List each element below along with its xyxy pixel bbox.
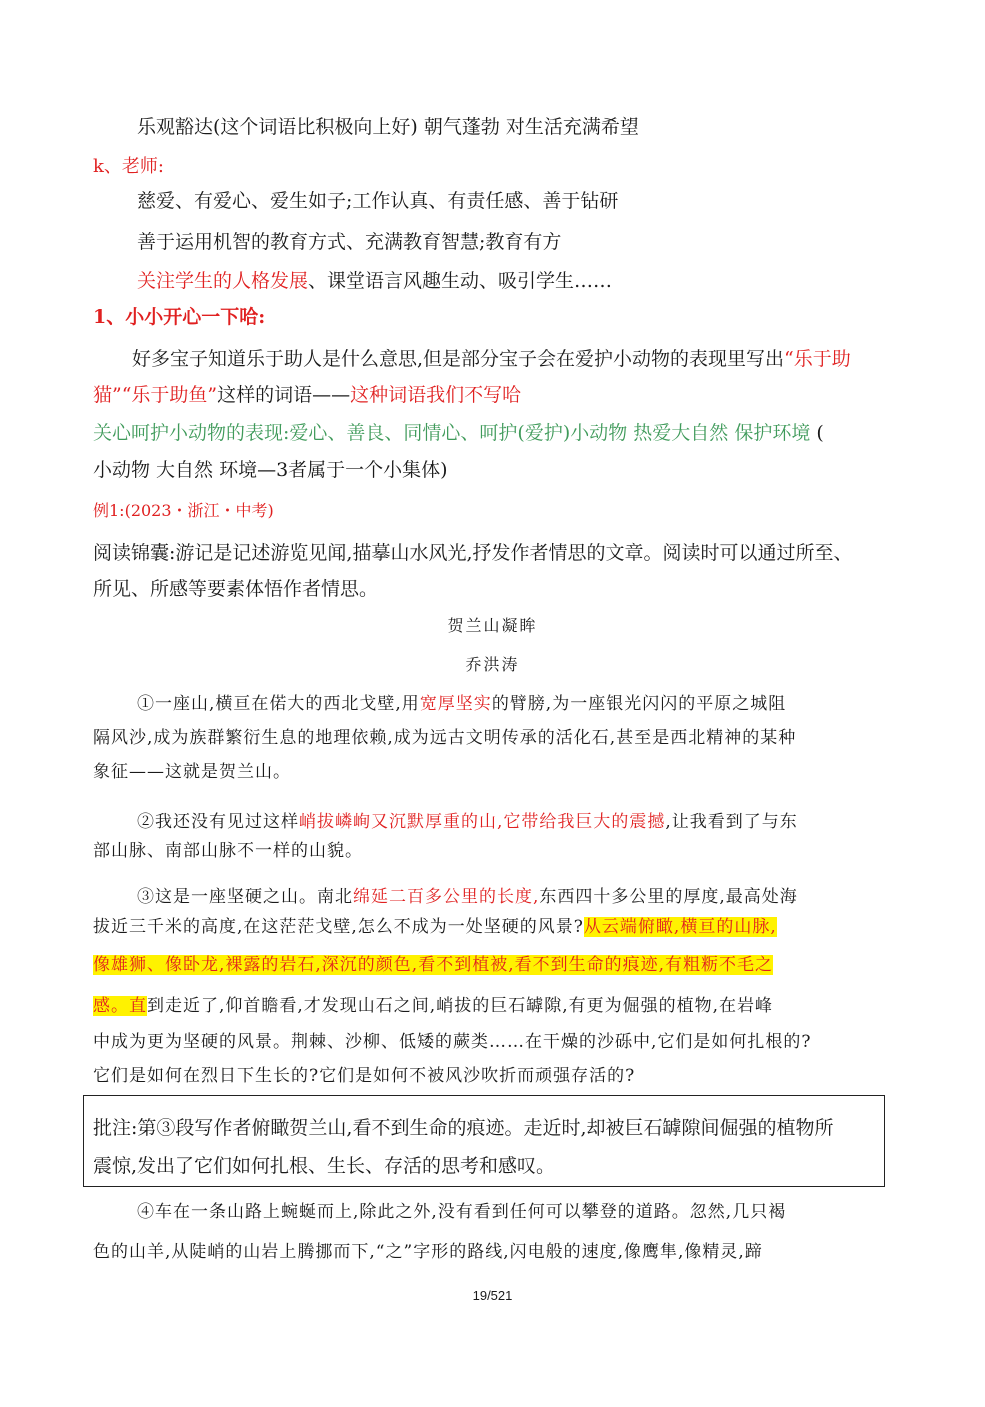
p3-l2a: 拔近三千米的高度,在这茫茫戈壁,怎么不成为一处坚硬的风景?	[93, 917, 584, 937]
p3-line-2	[93, 912, 777, 937]
paren-open: (	[810, 422, 824, 444]
paren-line: 小动物 大自然 环境—3者属于一个小集体)	[93, 459, 448, 481]
guide-line-1: 阅读锦囊:游记是记述游览见闻,描摹山水风光,抒发作者情思的文章。阅读时可以通过所至、	[93, 542, 853, 564]
teacher-line-3-rest: 、课堂语言风趣生动、吸引学生……	[308, 270, 613, 292]
para-b1: 猫”“乐于助鱼”	[93, 384, 218, 406]
p3-l2-highlight: 从云端俯瞰,横亘的山脉,	[583, 917, 777, 937]
teacher-line-1: 慈爱、有爱心、爱生如子;工作认真、有责任感、善于钻研	[137, 190, 619, 212]
para-b2: 这样的词语——	[217, 384, 351, 406]
green-items: 爱心、善良、同情心、呵护(爱护)小动物 热爱大自然 保护环境	[289, 422, 811, 444]
teacher-line-3-red: 关注学生的人格发展	[137, 270, 309, 292]
p3-line-6: 它们是如何在烈日下生长的?它们是如何不被风沙吹折而顽强存活的?	[93, 1066, 636, 1086]
p3-l1b: 东西四十多公里的厚度,最高处海	[539, 887, 798, 907]
p3-l4-highlight: 感。直	[93, 996, 147, 1016]
article-author: 乔洪涛	[465, 655, 520, 674]
p2-l1-red: 峭拔嶙峋又沉默厚重的山,它带给我巨大的震撼	[299, 812, 666, 832]
p1-line-1	[137, 689, 786, 714]
green-mid: 的表现:	[226, 422, 290, 444]
note-line-2: 震惊,发出了它们如何扎根、生长、存活的思考和感叹。	[93, 1155, 556, 1177]
p2-l1b: ,让我看到了与东	[665, 812, 798, 832]
para-a2: “乐于助	[784, 348, 851, 370]
page-number: 19/521	[472, 1288, 513, 1303]
p4-line-1: ④车在一条山路上蜿蜒而上,除此之外,没有看到任何可以攀登的道路。忽然,几只褐	[137, 1202, 787, 1222]
para-b3: 这种词语我们不写哈	[350, 384, 522, 406]
p1-line-3: 象征——这就是贺兰山。	[93, 762, 291, 782]
article-title: 贺兰山凝眸	[447, 616, 538, 635]
teacher-line-3	[137, 266, 612, 293]
p1-line-2: 隔风沙,成为族群繁衍生息的地理依赖,成为远古文明传承的活化石,甚至是西北精神的某种	[93, 728, 797, 748]
section-1-para-line-2	[93, 380, 521, 407]
p2-l1a: ②我还没有见过这样	[137, 812, 299, 832]
section-1-heading: 1、小小开心一下哈:	[93, 306, 266, 328]
p3-line-1	[137, 882, 798, 907]
p4-line-2: 色的山羊,从陡峭的山岩上腾挪而下,“之”字形的路线,闪电般的速度,像鹰隼,像精灵,蹄	[93, 1242, 763, 1262]
p3-l1a: ③这是一座坚硬之山。南北	[137, 887, 353, 907]
p3-line-5: 中成为更为坚硬的风景。荆棘、沙柳、低矮的蕨类……在干燥的沙砾中,它们是如何扎根的?	[93, 1032, 812, 1052]
p3-l1-red: 绵延二百多公里的长度,	[353, 887, 540, 907]
p3-l3-highlight: 像雄狮、像卧龙,裸露的岩石,深沉的颜色,看不到植被,看不到生命的痕迹,有粗粝不毛之	[93, 955, 774, 975]
note-line-1: 批注:第③段写作者俯瞰贺兰山,看不到生命的痕迹。走近时,却被巨石罅隙间倔强的植物所	[93, 1117, 834, 1139]
p1-l1a: ①一座山,横亘在偌大的西北戈壁,用	[137, 694, 420, 714]
p1-l1b: 的臂膀,为一座银光闪闪的平原之城阻	[491, 694, 787, 714]
p3-line-4	[93, 991, 773, 1016]
p2-line-1	[137, 807, 798, 832]
green-line	[93, 418, 824, 445]
p2-line-2: 部山脉、南部山脉不一样的山貌。	[93, 841, 363, 861]
top-line-1: 乐观豁达(这个词语比积极向上好) 朝气蓬勃 对生活充满希望	[137, 116, 639, 138]
k-heading: k、老师:	[93, 156, 164, 177]
guide-line-2: 所见、所感等要素体悟作者情思。	[93, 578, 379, 600]
p1-l1-red: 宽厚坚实	[419, 694, 492, 714]
section-1-para-line-1	[132, 344, 851, 371]
teacher-line-2: 善于运用机智的教育方式、充满教育智慧;教育有方	[137, 231, 562, 253]
example-label: 例1:(2023・浙江・中考)	[93, 501, 274, 520]
p3-l4b: 到走近了,仰首瞻看,才发现山石之间,峭拔的巨石罅隙,有更为倔强的植物,在岩峰	[147, 996, 774, 1016]
green-label: 关心呵护小动物	[93, 422, 227, 444]
p3-line-3	[93, 950, 773, 975]
para-a1: 好多宝子知道乐于助人是什么意思,但是部分宝子会在爱护小动物的表现里写出	[132, 348, 785, 370]
